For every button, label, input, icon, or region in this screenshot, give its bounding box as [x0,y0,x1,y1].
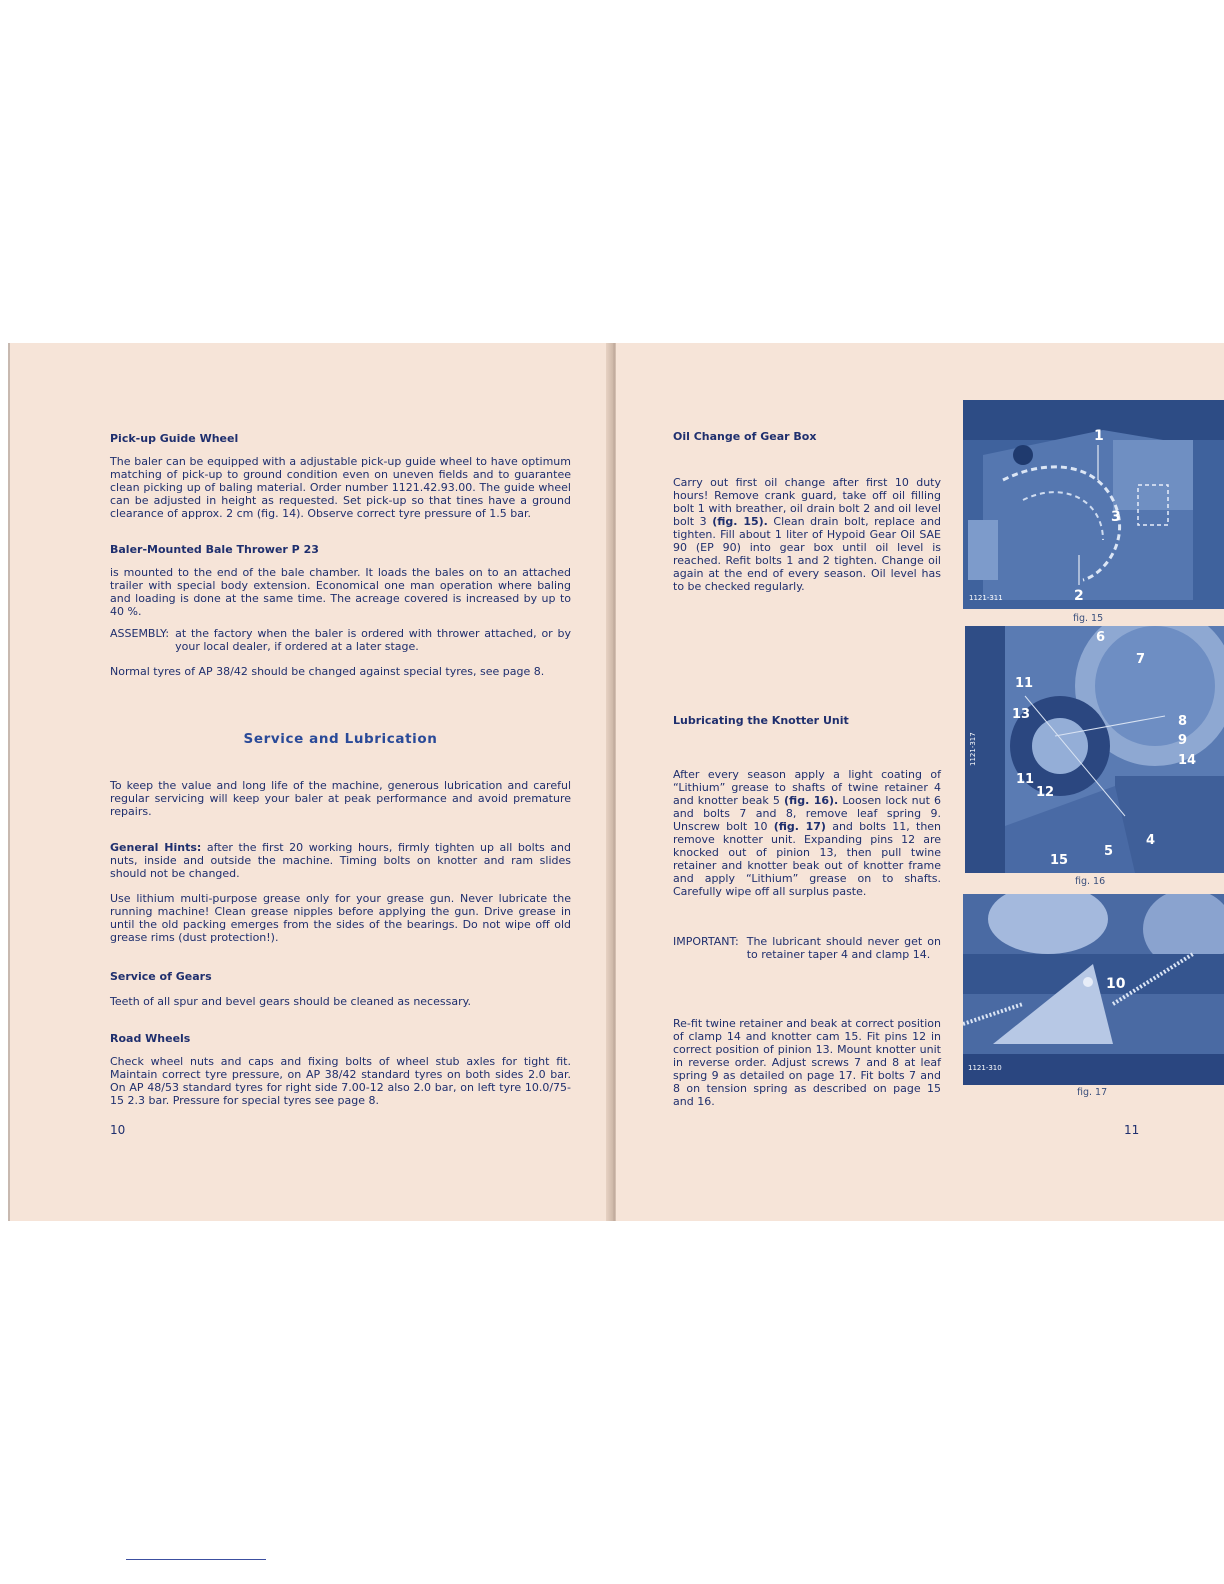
fig16-callout-9: 9 [1178,733,1188,748]
gears-heading: Service of Gears [110,970,212,983]
fig16-callout-15: 15 [1050,853,1069,868]
general-hints-label: General Hints: [110,841,202,854]
knotter-body-part-b: Loosen lock nut 6 and bolts 7 and 8, remove leaf spring 9. Unscrew bolt 10 [673,794,942,833]
assembly-note [110,627,571,653]
general-hints-text: after the first 20 working hours, firmly tighten up all bolts and nuts, inside and outside the machine. Timing bolts on knotter and ram slides should not be changed. [110,841,572,880]
fig-15-photo [963,400,1224,609]
wheels-body: Check wheel nuts and caps and fixing bolts of wheel stub axles for tight fit. Maintain correct tyre pressure, on AP 38/42 standard tyres on both sides 2.0 bar. On AP 48/53 standard tyres for right side 7.00-12 also 2.0 bar, on left tyre 10.0/75-15 2.3 bar. Pressure for special tyres see page 8. [110,1055,571,1107]
general-hints [110,841,571,880]
oil-fig-ref: (fig. 15). [712,515,768,528]
right-page [616,343,1224,1221]
knotter-fig16-ref: (fig. 16). [784,794,839,807]
fig17-code: 1121-310 [968,1064,1002,1072]
fig15-callout-3: 3 [1111,509,1121,525]
knotter-body-part-a: After every season apply a light coating of “Lithium” grease to shafts of twine retainer 4 and knotter beak 5 [673,768,941,807]
fig-15-caption: fig. 15 [1073,613,1104,624]
page-number-right: 11 [1124,1123,1140,1137]
oil-body-part-a: Carry out first oil change after first 10 duty hours! Remove crank guard, take off oil filling bolt 1 with breather, oil drain bolt 2 and oil level bolt 3 [673,476,941,528]
fig15-callout-2: 2 [1074,588,1084,604]
fig16-callout-14: 14 [1178,753,1197,768]
thrower-body: is mounted to the end of the bale chamber. It loads the bales on to an attached trailer with special body extension. Economical one man operation where baling and loading is done at the same time. The acreage covered is increased by up to 40 %. [110,566,571,618]
section-title: Service and Lubrication [243,731,438,747]
wheels-heading: Road Wheels [110,1032,191,1045]
gears-body: Teeth of all spur and bevel gears should be cleaned as necessary. [110,995,472,1008]
fig16-callout-5: 5 [1104,844,1114,859]
knotter-body [673,768,941,898]
fig16-callout-13: 13 [1012,707,1031,722]
bottom-rule [126,1559,266,1560]
fig16-callout-11b: 11 [1016,772,1035,787]
book-spread [0,343,1224,1221]
refit-paragraph: Re-fit twine retainer and beak at correct position of clamp 14 and knotter cam 15. Fit pins 12 in correct position of pinion 13. Mount knotter unit in reverse order. Adjust screws 7 and 8 at leaf spring 9 as detailed on page 17. Fit bolts 7 and 8 on tension spring as described on page 15 and 16. [673,1017,941,1108]
service-intro: To keep the value and long life of the machine, generous lubrication and careful regular servicing will keep your baler at peak performance and avoid premature repairs. [110,779,571,818]
fig16-callout-12: 12 [1036,785,1055,800]
fig15-callout-1: 1 [1094,428,1104,444]
oil-body [673,476,941,593]
assembly-text: at the factory when the baler is ordered with thrower attached, or by your local dealer, if ordered at a later stage. [175,627,571,653]
fig-17-caption: fig. 17 [1077,1087,1108,1098]
thrower-heading: Baler-Mounted Bale Thrower P 23 [110,543,319,556]
page-number-left: 10 [110,1123,126,1137]
assembly-label: ASSEMBLY: [110,627,170,640]
oil-heading: Oil Change of Gear Box [673,430,817,443]
fig16-callout-11a: 11 [1015,676,1034,691]
fig15-code: 1121-311 [969,594,1003,602]
important-note [673,935,941,961]
tyres-note: Normal tyres of AP 38/42 should be changed against special tyres, see page 8. [110,665,545,678]
oil-body-part-b: Clean drain bolt, replace and tighten. Fill about 1 liter of Hypoid Gear Oil SAE 90 (EP 90) into gear box until oil level is reached. Refit bolts 1 and 2 tighten. Change oil again at the end of every season. Oil level has to be checked regularly. [673,515,942,593]
important-label: IMPORTANT: [673,935,739,948]
fig16-callout-6: 6 [1096,630,1106,645]
fig16-code: 1121-317 [969,732,977,766]
pickup-heading: Pick-up Guide Wheel [110,432,239,445]
grease-paragraph: Use lithium multi-purpose grease only for your grease gun. Never lubricate the running machine! Clean grease nipples before applying the gun. Drive grease in until the old packing emerges from the sides of the bearings. Do not wipe off old grease rims (dust protection!). [110,892,571,944]
important-text: The lubricant should never get on to retainer taper 4 and clamp 14. [746,935,941,961]
knotter-heading: Lubricating the Knotter Unit [673,714,849,727]
pickup-body: The baler can be equipped with a adjustable pick-up guide wheel to have optimum matching of pick-up to ground condition even on uneven fields and to guarantee clean picking up of baling material. Order number 1121.42.93.00. The guide wheel can be adjusted in height as requested. Set pick-up so that tines have a ground clearance of approx. 2 cm (fig. 14). Observe correct tyre pressure of 1.5 bar. [110,455,571,520]
fig17-callout-10: 10 [1106,976,1126,992]
knotter-fig17-ref: (fig. 17) [773,820,826,833]
fig16-callout-4: 4 [1146,833,1156,848]
knotter-body-part-c: and bolts 11, then remove knotter unit. Expanding pins 12 are knocked out of pinion 13, then pull twine retainer and knotter beak out of knotter frame and apply “Lithium” grease on to shafts. Carefully wipe off all surplus paste. [673,820,942,898]
fig16-callout-7: 7 [1136,652,1146,667]
fig16-callout-8: 8 [1178,714,1188,729]
fig-17-photo [963,894,1224,1085]
left-page [8,343,614,1221]
fig-16-caption: fig. 16 [1075,876,1106,887]
fig-16-photo [965,626,1224,873]
